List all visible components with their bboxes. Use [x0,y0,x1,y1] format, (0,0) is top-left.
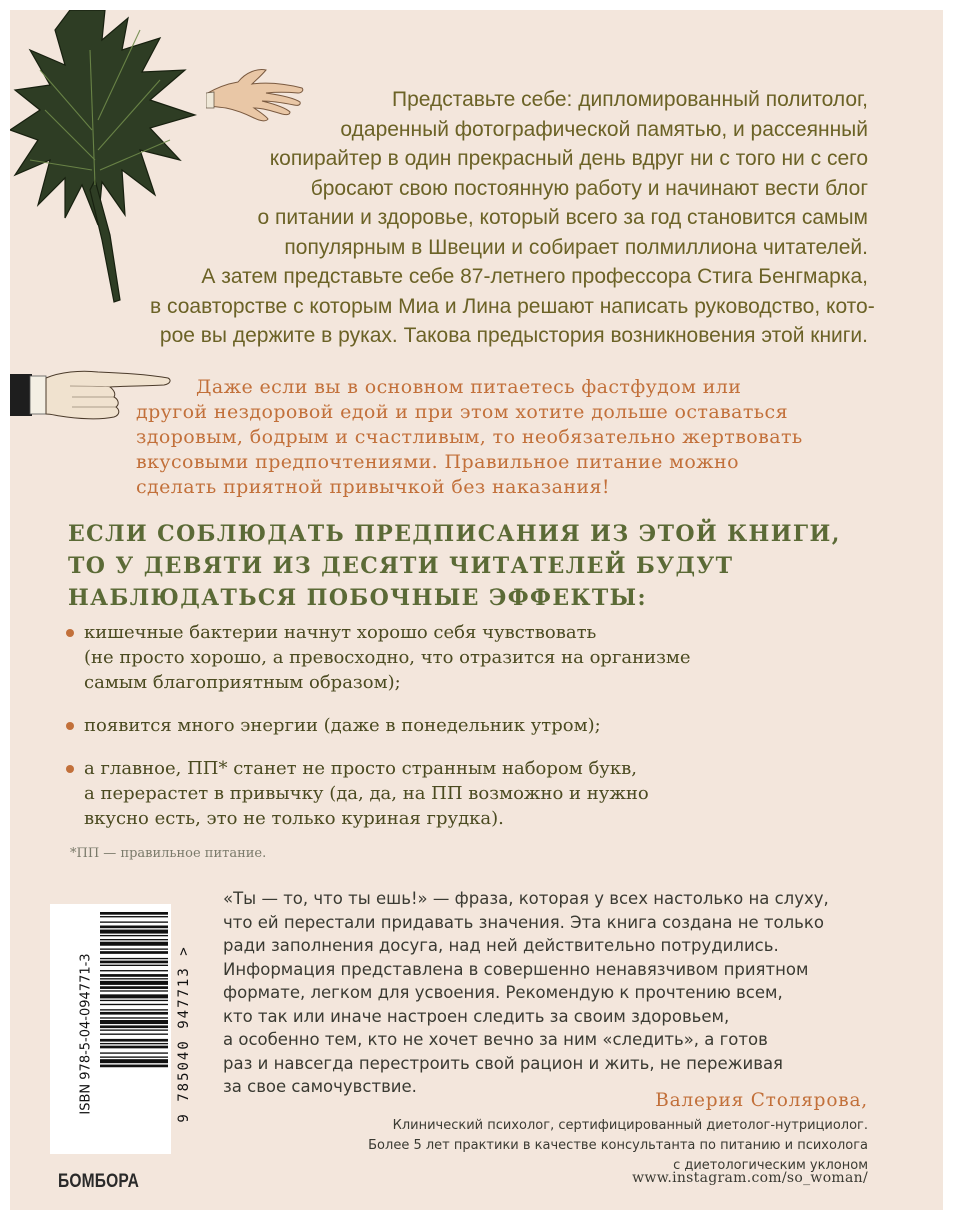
isbn-label: ISBN 978-5-04-094771-3 [78,953,94,1115]
highlight-line: вкусовыми предпочтениями. Правильное питание можно [136,451,739,473]
author-description [228,1116,868,1176]
list-item-line: (не просто хорошо, а превосходно, что отразится на организме [84,647,691,668]
intro-line: рое вы держите в руках. Такова предыстория возникновения этой книги. [159,324,868,347]
barcode-bar [100,1004,168,1005]
author-description-line: Клинический психолог, сертифицированный диетолог-нутрициолог. [392,1118,868,1133]
barcode-bars [50,904,171,1154]
barcode-bar [100,994,168,998]
barcode-bar [100,939,168,940]
barcode-bar [100,965,168,966]
quote-line: «Ты — то, что ты ешь!» — фраза, которая у всех настолько на слуху, [223,889,829,908]
footnote: *ПП — правильное питание. [70,846,267,861]
intro-line: о питании и здоровье, который всего за год становится самым [257,206,868,229]
barcode [50,904,192,1154]
heading-line: НАБЛЮДАТЬСЯ ПОБОЧНЫЕ ЭФФЕКТЫ: [68,585,648,611]
barcode-bar [100,1020,168,1024]
intro-line: популярным в Швеции и собирает полмиллиона читателей. [284,235,868,259]
intro-line: в соавторстве с которым Миа и Лина решают написать руководство, кото- [150,294,875,318]
quote-line: кто так или иначе настроен следить за своим здоровьем, [223,1006,730,1026]
list-item-line: кишечные бактерии начнут хорошо себя чувствовать [84,622,597,643]
barcode-bar [100,981,168,985]
list-item-line: а главное, ПП* станет не просто странным набором букв, [84,758,638,779]
barcode-bar [100,958,168,959]
intro-line: А затем представьте себе 87-летнего профессора Стига Бенгмарка, [201,265,868,288]
barcode-bar [100,970,168,971]
intro-line: копирайтер в один прекрасный день вдруг ни с того ни с сего [269,147,868,170]
list-item-line: а перерастет в привычку (да, да, на ПП возможно и нужно [84,783,649,804]
quote-line: что ей перестали придавать значения. Эта книга создана не только [223,912,824,932]
intro-line: бросают свою постоянную работу и начинают вести блог [310,176,868,200]
heading-line: ТО У ДЕВЯТИ ИЗ ДЕСЯТИ ЧИТАТЕЛЕЙ БУДУТ [68,553,734,579]
effects-list [66,620,866,831]
author-name: Валерия Столярова, [655,1090,868,1111]
barcode-bar [100,1009,168,1010]
list-item-line: вкусно есть, это не только куриная грудка). [84,808,504,829]
barcode-bar [100,990,168,991]
author-description-line: Более 5 лет практики в качестве консультанта по питанию и психолога [368,1138,868,1153]
highlight-line: другой нездоровой едой и при этом хотите дольше оставаться [136,401,788,423]
barcode-bar [100,1000,168,1001]
barcode-bar [100,948,168,949]
barcode-bar [100,921,168,922]
author-link[interactable]: www.instagram.com/so_woman/ [632,1170,868,1186]
back-cover [10,10,943,1210]
barcode-bar [100,942,168,946]
quote-line: а особенно тем, кто не хочет вечно за ним «следить», а готов [223,1030,768,1049]
quote-line: формате, легком для усвоения. Рекомендую к прочтению всем, [223,983,783,1002]
review-quote [223,887,903,1099]
barcode-bar [100,912,168,915]
quote-line: раз и навсегда перестроить свой рацион и жить, не переживая [223,1053,783,1073]
heading-line: ЕСЛИ СОБЛЮДАТЬ ПРЕДПИСАНИЯ ИЗ ЭТОЙ КНИГИ, [68,521,841,547]
intro-paragraph [150,85,875,351]
barcode-bar [100,951,168,954]
list-item-line: появится много энергии (даже в понедельник утром); [84,715,601,736]
highlight-line: здоровым, бодрым и счастливым, то необязательно жертвовать [136,426,803,448]
author-description-line: с диетологическим уклоном [673,1158,868,1173]
list-item [66,620,866,695]
barcode-bar [100,986,168,989]
barcode-bar [100,1065,168,1068]
barcode-bar [100,916,168,917]
highlight-line: Даже если вы в основном питаетесь фастфудом или [196,376,742,398]
quote-line: ради заполнения досуга, над ней действительно потрудились. [223,936,779,955]
intro-line: Представьте себе: дипломированный политолог, [391,88,868,111]
barcode-bar [100,1012,168,1015]
barcode-bar [100,1052,168,1053]
side-effects-heading [68,518,868,614]
list-item-line: самым благоприятным образом); [84,672,401,693]
barcode-bar [100,930,168,934]
barcode-bar [100,1056,168,1057]
bullet-icon [66,629,74,637]
barcode-bar [100,1025,168,1028]
highlight-line: сделать приятной привычкой без наказания! [136,476,610,498]
highlight-paragraph [110,375,870,500]
intro-line: одаренный фотографической памятью, и рассеянный [340,117,868,141]
barcode-bar [100,961,168,964]
list-item [66,713,866,738]
barcode-digits: 9 785040 947713 > [176,945,192,1123]
barcode-bar [100,1059,168,1063]
barcode-bar [100,935,168,936]
barcode-bar [100,1043,168,1044]
barcode-bar [100,1029,168,1030]
barcode-bar [100,926,168,929]
barcode-bar [100,1039,168,1042]
bullet-icon [66,765,74,773]
bullet-icon [66,722,74,730]
barcode-bar [100,1046,168,1049]
publisher-logo: БОМБОРА [58,1171,140,1192]
barcode-bar [100,978,168,979]
barcode-bar [100,1034,168,1035]
quote-line: за свое самочувствие. [223,1077,417,1096]
list-item [66,756,866,831]
quote-line: Информация представлена в совершенно ненавязчивом приятном [223,959,809,979]
barcode-bar [100,974,168,977]
barcode-bar [100,1017,168,1018]
